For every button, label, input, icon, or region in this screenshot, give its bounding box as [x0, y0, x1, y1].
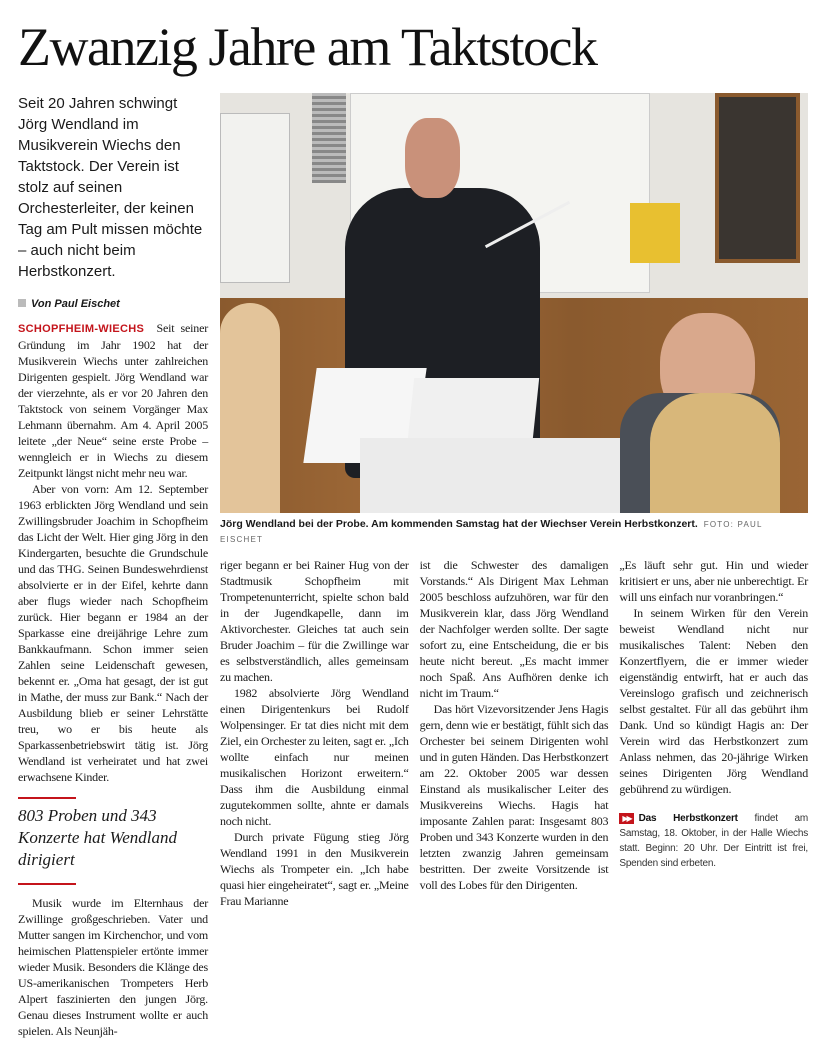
- double-arrow-icon: ▶▶: [619, 813, 633, 824]
- article-deck: Seit 20 Jahren schwingt Jörg Wendland im Musikverein Wiechs den Taktstock. Der Verein ist stolz auf seinen Orchesterleiter, der keinen Tag am Pult missen möchte – auch nicht beim Herbstkonzert.: [18, 95, 203, 280]
- photo-credit: FOTO: PAUL EISCHET: [220, 520, 763, 544]
- headline: Zwanzig Jahre am Taktstock: [18, 17, 597, 77]
- byline-text: Von Paul Eischet: [31, 298, 120, 310]
- paragraph: ist die Schwester des damaligen Vorstands.“ Als Dirigent Max Lehman 2005 beschloss aufzuhören, war für den Musikverein klar, dass Jörg Wendland der Nachfolger werden sollte. Der sagte sofort zu, eine Entscheidung, die er bis heute nicht bereut. „Es macht immer noch Spaß. Ans Aufhören denke ich nicht im Traum.“: [419, 558, 609, 700]
- body-columns: [220, 557, 808, 909]
- article-column-1: [18, 320, 208, 785]
- paragraph: Durch private Fügung stieg Jörg Wendland 1991 in den Musikverein Wiechs als Trompeter ein. „Ich habe quasi hier eingeheiratet“, sagt er. „Meine Frau Marianne: [220, 830, 409, 908]
- subheadline: 803 Proben und 343 Konzerte hat Wendland dirigiert: [18, 806, 177, 869]
- article-column-4: [619, 557, 808, 909]
- event-info-box: [619, 811, 808, 871]
- article-column-3: [420, 557, 609, 909]
- paragraph: 1982 absolvierte Jörg Wendland einen Dirigentenkurs bei Rudolf Wolpensinger. Er tat dies nicht mit dem Ziel, ein Orchester zu leiten, sagt er. „Ich wollte einfach nur meinen musikalischen Horizont erweitern.“ Dass ihm die Ausbildung einmal zugutekommen sollte, ahnte er damals noch nicht.: [220, 686, 409, 828]
- article-column-1b: [18, 895, 208, 1039]
- dateline: SCHOPFHEIM-WIECHS: [18, 323, 145, 335]
- paragraph: In seinem Wirken für den Verein beweist Wendland nicht nur musikalisches Talent: Neben den Konzertflyern, die er immer wieder eigenständig entwirft, hat er auch das Vereinslogo grafisch und zeichnerisch selbst gestaltet. Für all das gebührt ihm Dank. Und so kündigt Hagis an: Der Verein wird das Herbstkonzert zum Anlass nehmen, das 20-jährige Wirken seines Dirigenten Jörg Wendland gebührend zu würdigen.: [619, 606, 809, 796]
- photo-caption: [220, 517, 808, 547]
- right-area: [220, 517, 808, 909]
- paragraph: [18, 320, 208, 481]
- info-text: findet am Samstag, 18. Oktober, in der Halle Wiechs statt. Beginn: 20 Uhr. Der Eintritt ist frei, Spenden sind erbeten.: [619, 813, 809, 869]
- byline-square-icon: [18, 299, 26, 307]
- left-column: [18, 93, 208, 1039]
- article-column-2: [220, 557, 409, 909]
- paragraph-text: Seit seiner Gründung im Jahr 1902 hat der Musikverein Wiechs unter zahlreichen Dirigenten gespielt. Jörg Wendland war der vierzehnte, als er vor 20 Jahren den Taktstock von seinem Vorgänger Max Lehmann übernahm. Am 4. April 2005 leitete „der Neue“ seine erste Probe – wenngleich er in Wiechs zu diesem Zeitpunkt längst nicht mehr neu war.: [18, 321, 208, 480]
- paragraph: „Es läuft sehr gut. Hin und wieder kritisiert er uns, aber nie unberechtigt. Er will uns einfach nur voranbringen.“: [619, 558, 809, 604]
- subhead-rule-top: [18, 797, 76, 799]
- caption-text: Jörg Wendland bei der Probe. Am kommenden Samstag hat der Wiechser Verein Herbstkonzert.: [220, 518, 698, 530]
- paragraph: Musik wurde im Elternhaus der Zwillinge großgeschrieben. Vater und Mutter sangen im Kirchenchor, und vom heimischen Plattenspieler ertönte immer wieder Musik. Besonders die Klänge des US-amerikanischen Trompeters Herb Alpert faszinierten den jungen Jörg. Genau dieses Instrument wollte er auch spielen. Als Neunjäh-: [18, 896, 208, 1038]
- info-title: Das Herbstkonzert: [638, 813, 738, 824]
- subhead-rule-bottom: [18, 883, 76, 885]
- byline: [18, 298, 208, 310]
- paragraph: Das hört Vizevorsitzender Jens Hagis gern, denn wie er bestätigt, fühlt sich das Orchester bei seinem Dirigenten wohl und in guten Händen. Das Herbstkonzert am 22. Oktober 2005 war dessen Einstand als musikalischer Leiter des Musikvereins Wiechs. Hagis hat imposante Zahlen parat: Insgesamt 803 Proben und 343 Konzerte wurden in den letzten zwanzig Jahren gemeinsam bestritten. Der zweite Vorsitzende ist voll des Lobes für den Dirigenten.: [419, 702, 609, 892]
- paragraph: Aber von vorn: Am 12. September 1963 erblickten Jörg Wendland und sein Zwillingsbruder Joachim in Schopfheim das Licht der Welt. Hier ging Jörg in den Kindergarten, besuchte die Grundschule und das THG. Seinen Bundeswehrdienst absolvierte er in der Eifel, kehrte dann aber flugs wieder nach Schopfheim zurück. Hier begann er 1984 an der Sparkasse eine dreijährige Lehre zum Bankkaufmann. Schon immer seien Zahlen seine Leidenschaft gewesen, bekennt er. „Oma hat gesagt, der ist gut in Mathe, der muss zur Bank.“ Nach der Ausbildung blieb er seiner Lehrstätte treu, wo er bis heute als Sparkassenbetriebswirt tätig ist. Jörg Wendland ist verheiratet und hat zwei erwachsene Kinder.: [18, 482, 208, 784]
- article-photo: [220, 93, 808, 513]
- paragraph: riger begann er bei Rainer Hug von der Stadtmusik Schopfheim mit Trompetenunterricht, spielte schon bald in der Jugendkapelle, dann im Aktivorchester. Gleiches tat auch sein Bruder Joachim – für die Zwillinge war es selbstverständlich, alles gemeinsam zu machen.: [220, 558, 409, 684]
